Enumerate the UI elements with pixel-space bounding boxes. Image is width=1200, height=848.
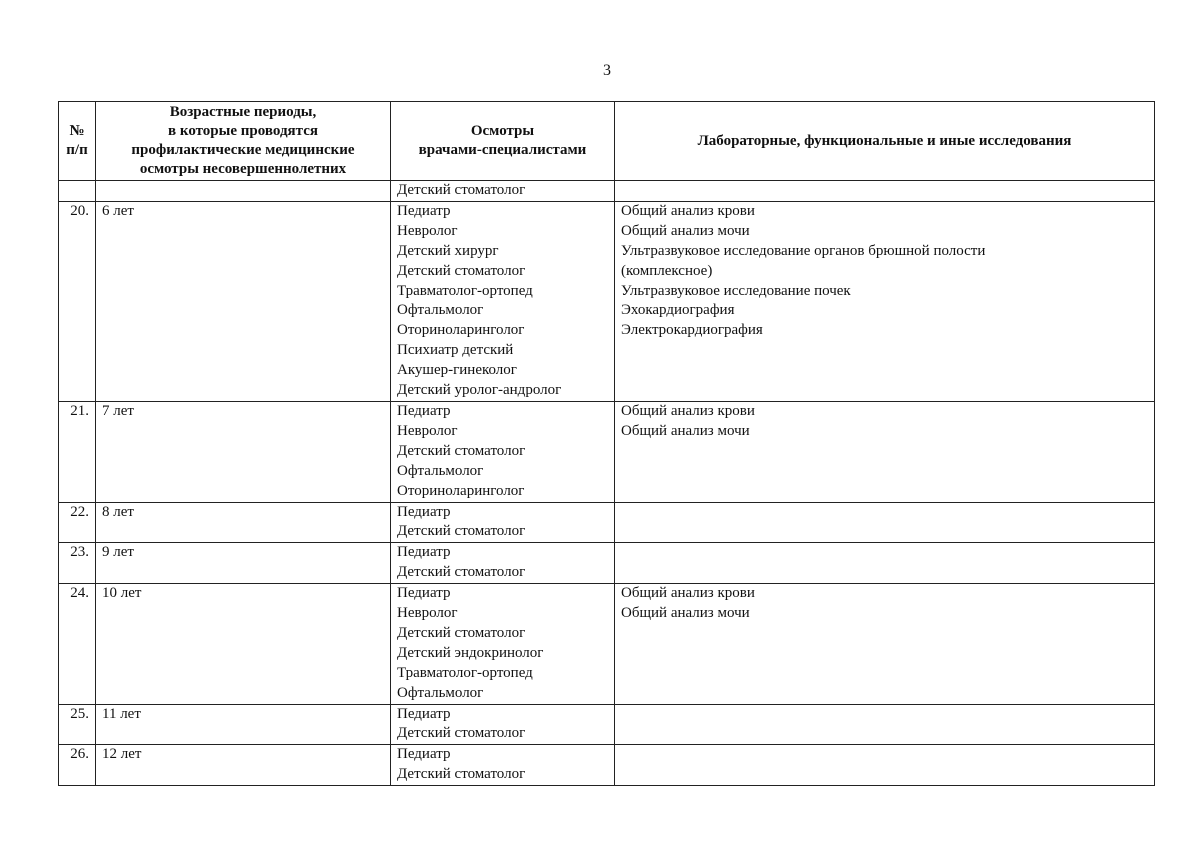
- table-row: [59, 401, 1155, 502]
- table-body: [59, 181, 1155, 786]
- doctor-item: Педиатр: [397, 503, 451, 520]
- row-labs: [615, 584, 1155, 704]
- table-row: [59, 502, 1155, 543]
- row-age-period: 11 лет: [96, 704, 391, 745]
- doctor-item: Детский стоматолог: [397, 523, 526, 540]
- doctor-item: Детский уролог-андролог: [397, 382, 562, 399]
- row-number: 25.: [59, 704, 96, 745]
- doctor-item: Детский стоматолог: [397, 564, 526, 581]
- lab-item: Общий анализ мочи: [621, 605, 750, 622]
- doctor-item: Офтальмолог: [397, 462, 484, 479]
- row-doctors: [391, 502, 615, 543]
- doctor-item: Травматолог-ортопед: [397, 282, 533, 299]
- row-number: 24.: [59, 584, 96, 704]
- doctor-item: Педиатр: [397, 402, 451, 419]
- table-row: [59, 543, 1155, 584]
- table-row: [59, 704, 1155, 745]
- doctor-item: Оториноларинголог: [397, 322, 525, 339]
- page-number: 3: [603, 62, 611, 79]
- doctor-item: Детский стоматолог: [397, 182, 526, 198]
- header-age-periods: Возрастные периоды, в которые проводятся профилактические медицинские осмотры несовершеннолетних: [96, 102, 391, 181]
- row-labs: [615, 401, 1155, 502]
- doctor-item: Педиатр: [397, 746, 451, 763]
- table-header-row: [59, 102, 1155, 181]
- lab-item: Общий анализ крови: [621, 202, 755, 219]
- doctor-item: Невролог: [397, 422, 458, 439]
- doctor-item: Детский стоматолог: [397, 442, 526, 459]
- doctor-item: Офтальмолог: [397, 684, 484, 701]
- lab-item: Ультразвуковое исследование почек: [621, 282, 851, 299]
- row-doctors: [391, 704, 615, 745]
- table-row: [59, 745, 1155, 786]
- row-doctors: [391, 584, 615, 704]
- table-row: [59, 201, 1155, 401]
- exam-schedule-table: [58, 101, 1155, 786]
- doctor-item: Психиатр детский: [397, 342, 514, 359]
- row-labs: [615, 201, 1155, 401]
- lab-item: Эхокардиография: [621, 302, 735, 319]
- row-age-period: 6 лет: [96, 201, 391, 401]
- doctor-item: Детский стоматолог: [397, 624, 526, 641]
- row-number: 26.: [59, 745, 96, 786]
- row-number: 21.: [59, 401, 96, 502]
- doctor-item: Детский стоматолог: [397, 725, 526, 742]
- header-doctors: Осмотры врачами-специалистами: [391, 102, 615, 181]
- doctor-item: Детский эндокринолог: [397, 644, 544, 661]
- doctor-item: Офтальмолог: [397, 302, 484, 319]
- row-doctors: [391, 201, 615, 401]
- row-labs: [615, 502, 1155, 543]
- row-doctors: [391, 543, 615, 584]
- lab-item: Общий анализ мочи: [621, 422, 750, 439]
- doctor-item: Детский хирург: [397, 242, 499, 259]
- doctor-item: Педиатр: [397, 585, 451, 602]
- row-doctors: [391, 745, 615, 786]
- row-age-period: 9 лет: [96, 543, 391, 584]
- doctor-item: Оториноларинголог: [397, 482, 525, 499]
- row-labs: [615, 181, 1155, 202]
- doctor-item: Травматолог-ортопед: [397, 664, 533, 681]
- table-row: [59, 181, 1155, 202]
- doctor-item: Невролог: [397, 605, 458, 622]
- doctor-item: Педиатр: [397, 544, 451, 561]
- row-age-period: 7 лет: [96, 401, 391, 502]
- table-row: [59, 584, 1155, 704]
- doctor-item: Акушер-гинеколог: [397, 362, 517, 379]
- doctor-item: Невролог: [397, 222, 458, 239]
- row-labs: [615, 745, 1155, 786]
- lab-item: Ультразвуковое исследование органов брюшной полости: [621, 242, 986, 259]
- row-number: 22.: [59, 502, 96, 543]
- row-age-period: [96, 181, 391, 202]
- lab-item: Электрокардиография: [621, 322, 763, 339]
- lab-item: Общий анализ крови: [621, 585, 755, 602]
- row-age-period: 12 лет: [96, 745, 391, 786]
- row-number: 20.: [59, 201, 96, 401]
- lab-item: (комплексное): [621, 262, 713, 279]
- row-labs: [615, 704, 1155, 745]
- header-labs: Лабораторные, функциональные и иные исследования: [615, 102, 1155, 181]
- row-doctors: [391, 181, 615, 202]
- doctor-item: Педиатр: [397, 202, 451, 219]
- lab-item: Общий анализ крови: [621, 402, 755, 419]
- row-number: 23.: [59, 543, 96, 584]
- doctor-item: Педиатр: [397, 705, 451, 722]
- row-age-period: 8 лет: [96, 502, 391, 543]
- row-labs: [615, 543, 1155, 584]
- row-age-period: 10 лет: [96, 584, 391, 704]
- doctor-item: Детский стоматолог: [397, 262, 526, 279]
- row-doctors: [391, 401, 615, 502]
- lab-item: Общий анализ мочи: [621, 222, 750, 239]
- row-number: [59, 181, 96, 202]
- header-num: № п/п: [59, 102, 96, 181]
- doctor-item: Детский стоматолог: [397, 766, 526, 783]
